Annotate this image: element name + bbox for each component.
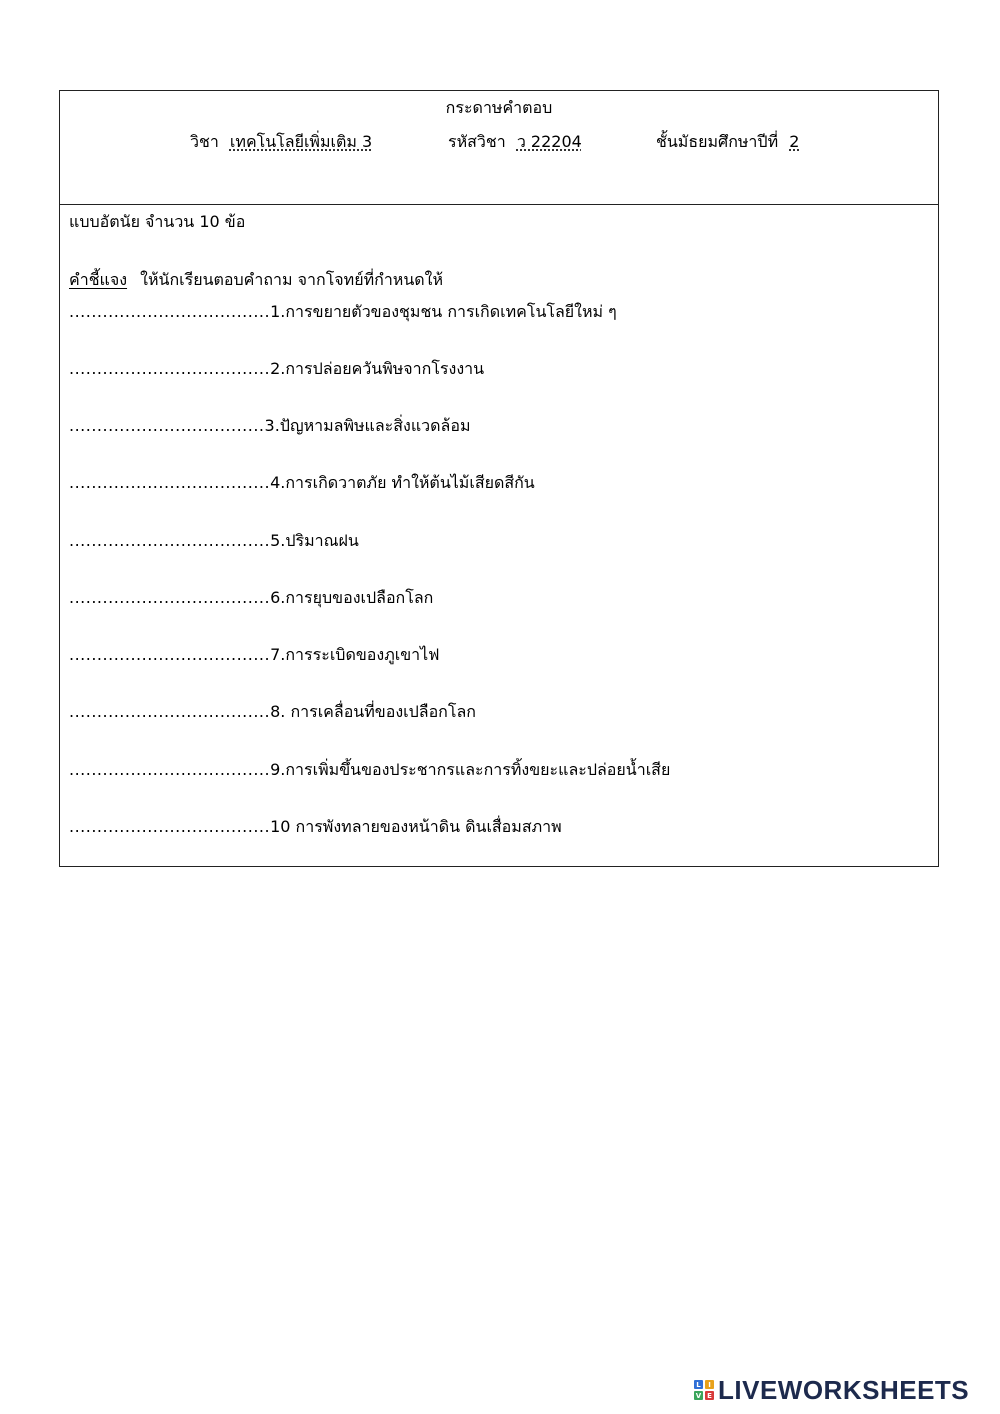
question-text: 9.การเพิ่มขึ้นของประชากรและการทิ้งขยะและปล่อยน้ำเสีย <box>270 760 671 779</box>
course-code-value: ว 22204 <box>516 132 582 151</box>
logo-cell: V <box>695 1391 702 1400</box>
question-text: 1.การขยายตัวของชุมชน การเกิดเทคโนโลยีใหม่ ๆ <box>270 302 617 321</box>
instructions <box>69 269 443 291</box>
question-item <box>69 816 562 838</box>
course-code-label: รหัสวิชา <box>448 132 506 151</box>
answer-blank[interactable]: ................................... <box>69 416 265 435</box>
answer-blank[interactable]: .................................... <box>69 588 271 607</box>
question-text: 6.การยุบของเปลือกโลก <box>270 588 434 607</box>
instruction-text: ให้นักเรียนตอบคำถาม จากโจทย์ที่กำหนดให้ <box>140 270 444 289</box>
question-text: 8. การเคลื่อนที่ของเปลือกโลก <box>270 702 476 721</box>
grade-value: 2 <box>789 132 800 151</box>
answer-sheet <box>59 90 939 867</box>
section-type: แบบอัตนัย จำนวน 10 ข้อ <box>69 212 246 231</box>
subject-field <box>190 131 372 153</box>
answer-blank[interactable]: .................................... <box>69 702 271 721</box>
question-text: 2.การปล่อยควันพิษจากโรงงาน <box>270 359 485 378</box>
question-item <box>69 472 535 494</box>
question-item <box>69 358 484 380</box>
answer-blank[interactable]: .................................... <box>69 473 271 492</box>
question-item <box>69 701 476 723</box>
question-item <box>69 415 470 437</box>
question-item <box>69 644 440 666</box>
answer-blank[interactable]: .................................... <box>69 760 271 779</box>
logo-text: LIVEWORKSHEETS <box>718 1374 970 1405</box>
instruction-label: คำชี้แจง <box>69 270 128 289</box>
grade-label: ชั้นมัธยมศึกษาปีที่ <box>656 132 779 151</box>
answer-blank[interactable]: .................................... <box>69 817 271 836</box>
question-text: 7.การระเบิดของภูเขาไฟ <box>270 645 440 664</box>
liveworksheets-logo[interactable] <box>694 1376 969 1404</box>
answer-blank[interactable]: .................................... <box>69 645 271 664</box>
subject-label: วิชา <box>190 132 219 151</box>
answer-sheet-header <box>60 91 938 205</box>
answer-blank[interactable]: .................................... <box>69 531 271 550</box>
subject-value: เทคโนโลยีเพิ่มเติม 3 <box>229 132 373 151</box>
question-item <box>69 587 433 609</box>
logo-cell: L <box>694 1380 703 1389</box>
grade-field <box>656 131 799 153</box>
answer-blank[interactable]: .................................... <box>69 302 271 321</box>
logo-icon <box>694 1380 714 1400</box>
question-text: 4.การเกิดวาตภัย ทำให้ต้นไม้เสียดสีกัน <box>270 473 535 492</box>
question-text: 3.ปัญหามลพิษและสิ่งแวดล้อม <box>264 416 471 435</box>
answer-blank[interactable]: .................................... <box>69 359 271 378</box>
sheet-title: กระดาษคำตอบ <box>445 98 553 117</box>
question-item <box>69 530 359 552</box>
question-text: 5.ปริมาณฝน <box>270 531 359 550</box>
question-item <box>69 301 617 323</box>
logo-cell: I <box>705 1380 714 1389</box>
question-text: 10 การพังทลายของหน้าดิน ดินเสื่อมสภาพ <box>270 817 562 836</box>
course-code-field <box>448 131 582 153</box>
logo-cell: E <box>705 1391 714 1400</box>
question-item <box>69 759 670 781</box>
